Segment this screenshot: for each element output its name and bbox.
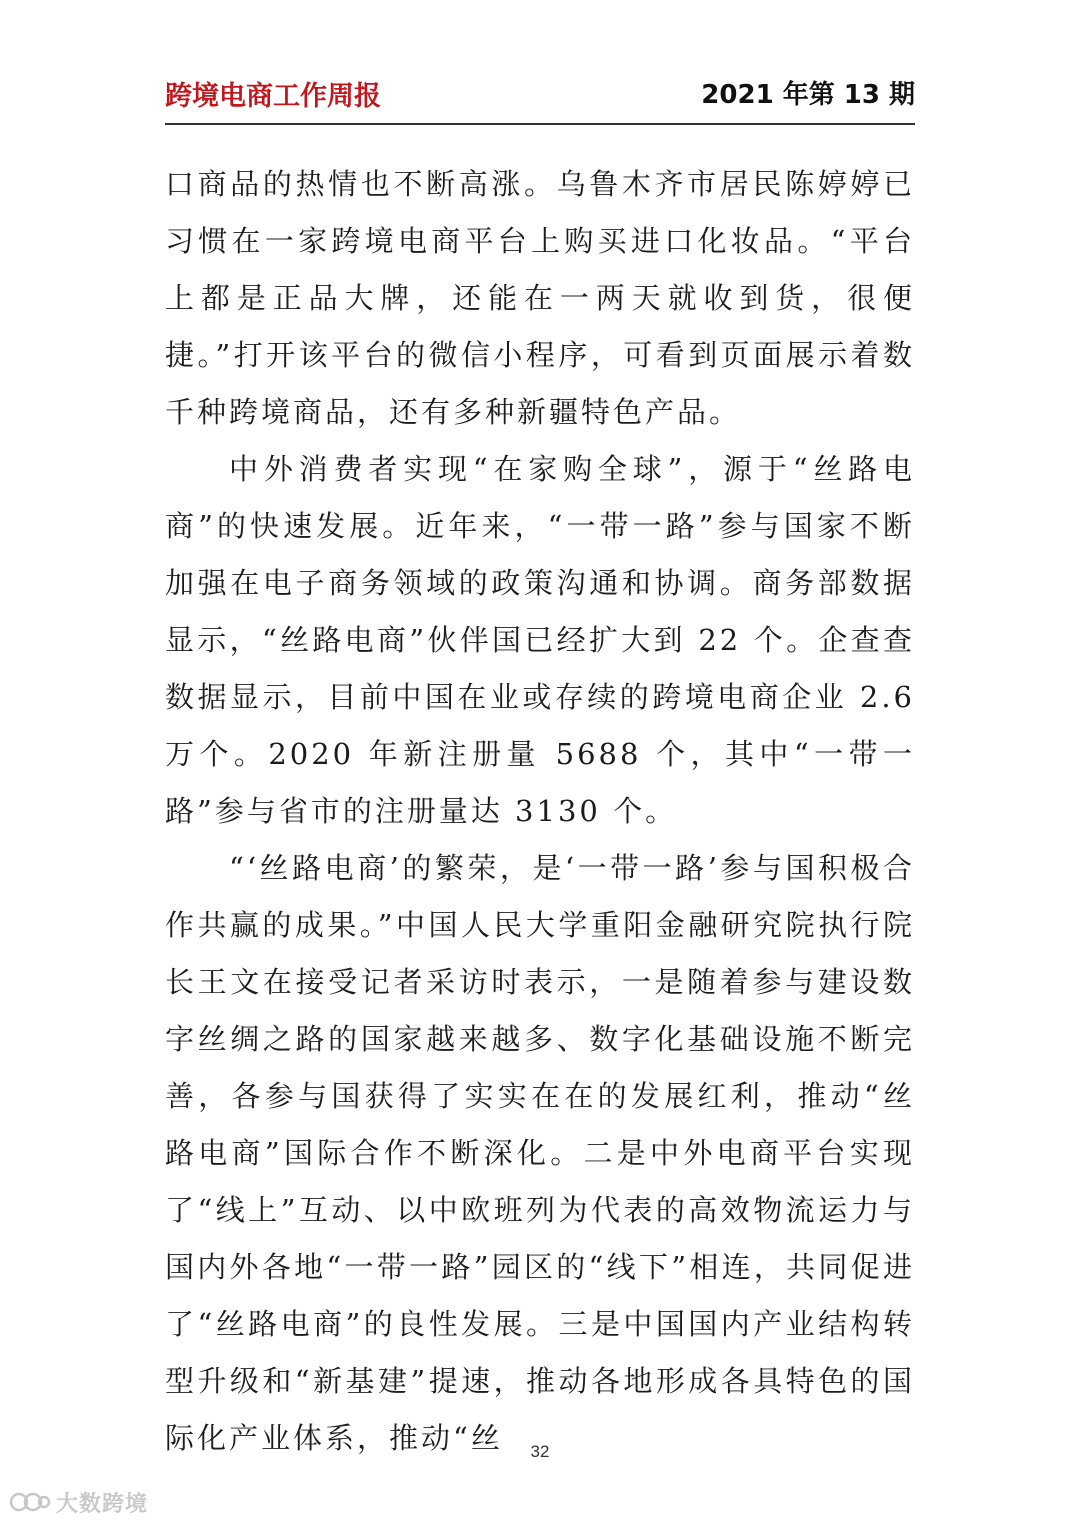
paragraph-3: “‘丝路电商’的繁荣，是‘一带一路’参与国积极合作共赢的成果。”中国人民大学重阳金融研究院执行院长王文在接受记者采访时表示，一是随着参与建设数字丝绸之路的国家越来越多、数字化基础设施不断完善，各参与国获得了实实在在的发展红利，推动“丝路电商”国际合作不断深化。二是中外电商平台实现了“线上”互动、以中欧班列为代表的高效物流运力与国内外各地“一带一路”园区的“线下”相连，共同促进了“丝路电商”的良性发展。三是中国国内产业结构转型升级和“新基建”提速，推动各地形成各具特色的国际化产业体系，推动“丝 xyxy=(165,851,915,1455)
publication-title: 跨境电商工作周报 xyxy=(165,81,381,112)
page-header xyxy=(165,74,915,116)
watermark xyxy=(8,1486,148,1518)
page-number: 32 xyxy=(530,1442,550,1461)
watermark-text: 大数跨境 xyxy=(56,1491,149,1517)
header-divider xyxy=(165,123,915,125)
paragraph-1: 口商品的热情也不断高涨。乌鲁木齐市居民陈婷婷已习惯在一家跨境电商平台上购买进口化妆品。“平台上都是正品大牌，还能在一两天就收到货，很便捷。”打开该平台的微信小程序，可看到页面展示着数千种跨境商品，还有多种新疆特色产品。 xyxy=(165,167,915,429)
paragraph-2: 中外消费者实现“在家购全球”，源于“丝路电商”的快速发展。近年来，“一带一路”参与国家不断加强在电子商务领域的政策沟通和协调。商务部数据显示，“丝路电商”伙伴国已经扩大到 22 个。企查查数据显示，目前中国在业或存续的跨境电商企业 2.6 万个。2020 年新注册量 5688 个，其中“一带一路”参与省市的注册量达 3130 个。 xyxy=(165,452,915,828)
watermark-logo-icon xyxy=(8,1489,52,1515)
issue-number: 2021 年第 13 期 xyxy=(701,80,915,110)
article-body xyxy=(165,156,915,1467)
